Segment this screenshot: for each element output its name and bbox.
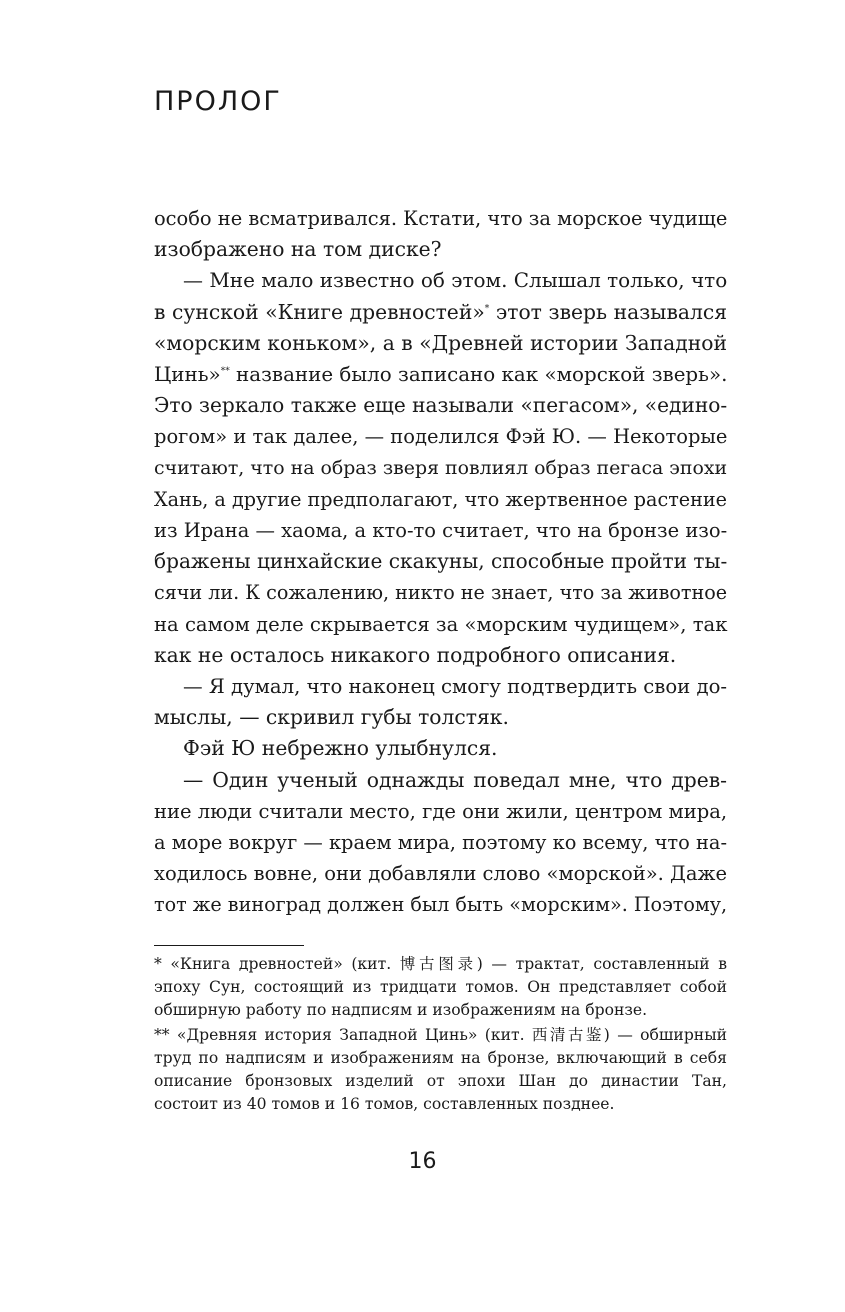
text-line: — Мне мало известно об этом. Слышал только, что bbox=[183, 268, 728, 293]
text-line: — Один ученый однажды поведал мне, что древ- bbox=[183, 767, 727, 792]
text-line: тот же виноград должен был быть «морским». Поэтому, bbox=[154, 893, 728, 917]
text-line: из Ирана — хаома, а кто-то считает, что на бронзе изо- bbox=[154, 519, 728, 543]
text-line: особо не всматривался. Кстати, что за морское чудище bbox=[154, 207, 728, 230]
text-line: — Я думал, что наконец смогу подтвердить свои до- bbox=[183, 675, 728, 699]
text-line: изображено на том диске? bbox=[154, 237, 442, 262]
text-line: Это зеркало также еще называли «пегасом», «едино- bbox=[154, 393, 728, 418]
text-line-with-footnote bbox=[154, 297, 727, 328]
text-line: сячи ли. К сожалению, никто не знает, что за животное bbox=[154, 581, 728, 605]
text-line: мыслы, — скривил губы толстяк. bbox=[154, 705, 509, 730]
text-line: на самом деле скрывается за «морским чудищем», так bbox=[154, 612, 728, 636]
text-line: бражены цинхайские скакуны, способные пройти ты- bbox=[154, 549, 728, 574]
text-fragment: Цинь» bbox=[154, 363, 221, 387]
text-fragment: название было записано как «морской зверь». bbox=[236, 363, 728, 387]
text-fragment: в сунской «Книге древностей» bbox=[154, 299, 485, 324]
text-fragment: этот зверь назывался bbox=[495, 299, 727, 324]
text-line-with-footnote bbox=[154, 359, 727, 390]
main-text bbox=[154, 203, 727, 921]
text-line: рогом» и так далее, — поделился Фэй Ю. — Некоторые bbox=[154, 425, 728, 449]
text-line: «морским коньком», а в «Древней истории Западной bbox=[154, 330, 727, 355]
footnotes bbox=[154, 953, 727, 1117]
text-line: ходилось вовне, они добавляли слово «морской». Даже bbox=[154, 862, 727, 886]
footnote-divider bbox=[154, 945, 304, 946]
footnote-1: * «Книга древностей» (кит. 博古图录) — трактат, составленный в эпоху Сун, состоящий из тридцати томов. Он представляет собой обширную работу по надписям и изображениям на бронзе. bbox=[154, 955, 727, 1020]
running-header: ПРОЛОГ bbox=[154, 86, 282, 117]
page-number: 16 bbox=[408, 1149, 437, 1174]
footnote-mark-2: ** bbox=[220, 366, 230, 377]
text-line: как не осталось никакого подробного описания. bbox=[154, 642, 677, 667]
text-line: считают, что на образ зверя повлиял образ пегаса эпохи bbox=[154, 456, 728, 479]
text-line: а море вокруг — краем мира, поэтому ко всему, что на- bbox=[154, 831, 728, 855]
text-line: Хань, а другие предполагают, что жертвенное растение bbox=[154, 487, 728, 511]
footnote-2: ** «Древняя история Западной Цинь» (кит. 西清古鉴) — обширный труд по надписям и изображениям на бронзе, включающий в себя описание бронзовых изделий от эпохи Шан до династии Тан, состоит из 40 томов и 16 томов, составленных позднее. bbox=[154, 1025, 727, 1114]
text-line: ние люди считали место, где они жили, центром мира, bbox=[154, 799, 728, 823]
footnote-mark-1: * bbox=[484, 303, 490, 314]
text-line: Фэй Ю небрежно улыбнулся. bbox=[183, 736, 498, 761]
